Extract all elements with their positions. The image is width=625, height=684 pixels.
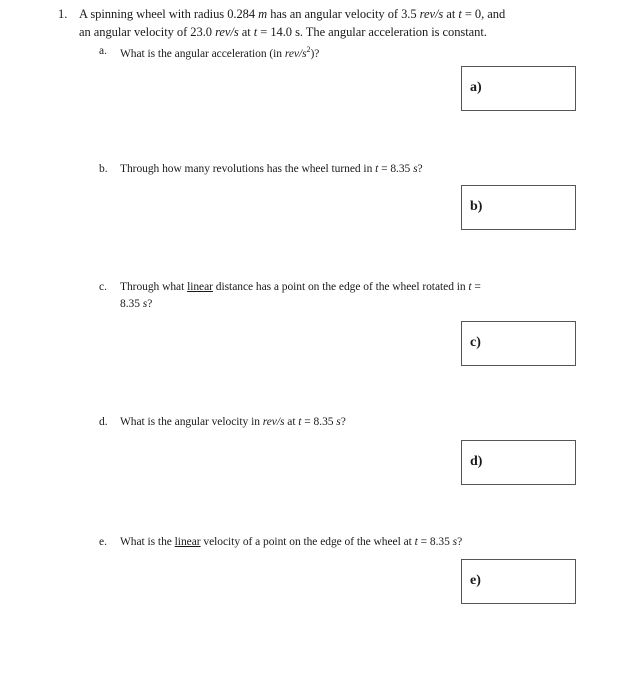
part-c-letter: c.: [99, 281, 107, 293]
part-b-letter: b.: [99, 163, 108, 175]
part-e-letter: e.: [99, 536, 107, 548]
answer-label-d: d): [470, 454, 483, 469]
part-c-question-line-2: 8.35 s?: [120, 298, 153, 310]
question-number: 1.: [58, 7, 68, 21]
part-b-question: Through how many revolutions has the wheel turned in t = 8.35 s?: [120, 163, 423, 175]
part-c-question-line-1: Through what linear distance has a point on the edge of the wheel rotated in t =: [120, 281, 481, 293]
answer-box-c[interactable]: [461, 321, 576, 366]
answer-label-b: b): [470, 199, 483, 214]
answer-box-b[interactable]: [461, 185, 576, 230]
part-d-question: What is the angular velocity in rev/s at t = 8.35 s?: [120, 416, 346, 428]
question-text-line-2: an angular velocity of 23.0 rev/s at t = 14.0 s. The angular acceleration is constant.: [79, 25, 487, 39]
answer-label-a: a): [470, 80, 482, 95]
part-e-question: What is the linear velocity of a point on the edge of the wheel at t = 8.35 s?: [120, 536, 463, 548]
part-a-question: What is the angular acceleration (in rev/$s^2$)?: [120, 45, 320, 60]
answer-box-a[interactable]: [461, 66, 576, 111]
answer-label-c: c): [470, 335, 481, 350]
answer-label-e: e): [470, 573, 481, 588]
answer-box-d[interactable]: [461, 440, 576, 485]
part-d-letter: d.: [99, 416, 108, 428]
question-text-line-1: A spinning wheel with radius 0.284 m has an angular velocity of 3.5 rev/s at t = 0, and: [79, 7, 506, 21]
part-a-letter: a.: [99, 45, 107, 57]
answer-box-e[interactable]: [461, 559, 576, 604]
